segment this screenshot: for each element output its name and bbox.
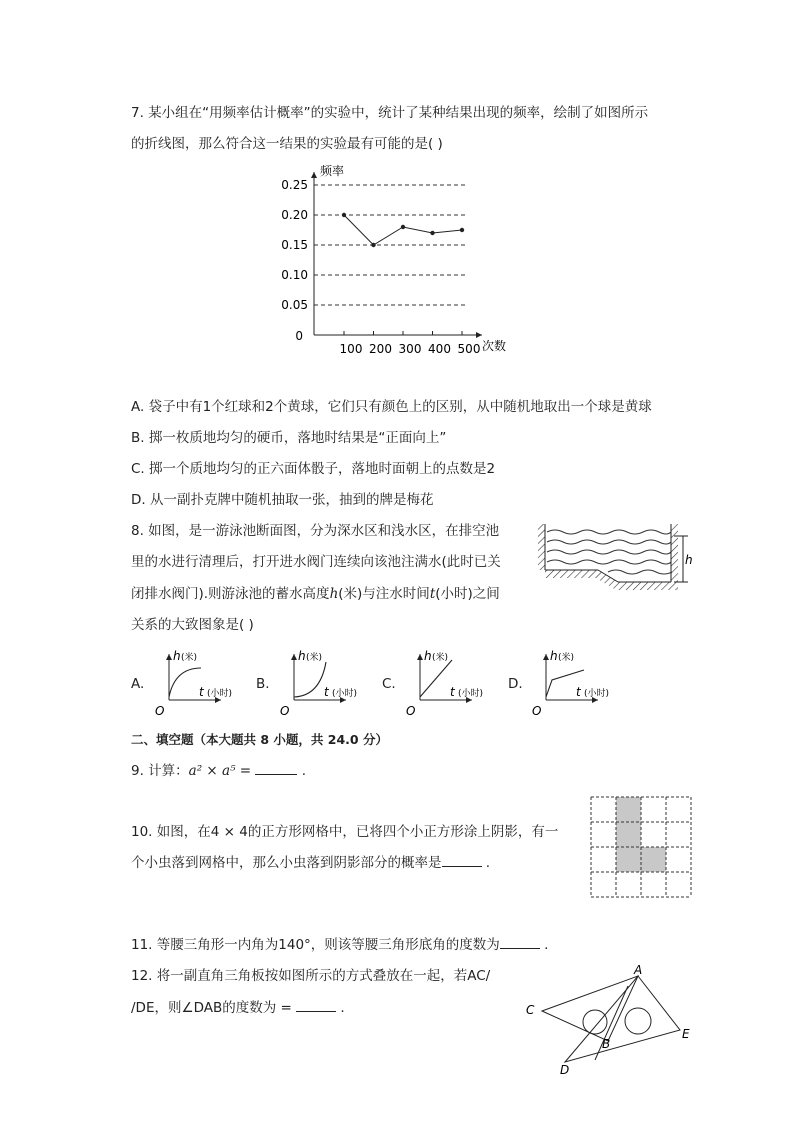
y-tick-label: 0.15: [281, 238, 308, 252]
q8-option-c[interactable]: [382, 647, 502, 719]
q8-option-d[interactable]: [508, 647, 628, 719]
q8-text-line3: 闭排水阀门).则游泳池的蓄水高度h(米)与注水时间t(小时)之间: [131, 586, 500, 602]
x-unit-label: (小时): [458, 689, 484, 699]
y-unit-label: (米): [306, 653, 323, 663]
x-axis-label: 次数: [482, 339, 507, 353]
data-point: [430, 231, 434, 235]
grid-4x4-figure: [591, 796, 695, 900]
option-graph: [153, 647, 263, 719]
q11-answer-blank[interactable]: [500, 948, 540, 949]
origin-label: 0: [295, 329, 303, 343]
q12-answer-blank[interactable]: [296, 1011, 336, 1012]
option-letter: D.: [508, 676, 523, 692]
data-point: [460, 228, 464, 232]
q8-option-b[interactable]: [256, 647, 376, 719]
q9-answer-blank[interactable]: [255, 774, 297, 775]
frequency-series-line: [344, 215, 462, 245]
data-point: [342, 213, 346, 217]
y-tick-label: 0.20: [281, 208, 308, 222]
x-unit-label: (小时): [332, 689, 358, 699]
y-var-label: h: [298, 649, 306, 663]
point-e-label: E: [682, 1027, 690, 1041]
q12-text-line1: 12. 将一副直角三角板按如图所示的方式叠放在一起，若AC/: [131, 968, 491, 984]
q7-option-b: B. 掷一枚质地均匀的硬币，落地时结果是“正面向上”: [131, 430, 447, 446]
section-title: 二、填空题（本大题共 8 小题，共 24.0 分）: [131, 732, 388, 747]
y-axis-label: 频率: [320, 164, 345, 178]
origin-label: O: [155, 704, 165, 718]
x-var-label: t: [576, 685, 581, 699]
origin-label: O: [280, 704, 290, 718]
y-var-label: h: [424, 649, 432, 663]
y-var-label: h: [550, 649, 558, 663]
option-curve: [169, 668, 201, 697]
point-d-label: D: [560, 1063, 570, 1077]
x-unit-label: (小时): [207, 689, 233, 699]
option-letter: B.: [256, 676, 270, 692]
y-tick-label: 0.10: [281, 268, 308, 282]
y-unit-label: (米): [181, 653, 198, 663]
q7-text-line2: 的折线图，那么符合这一结果的实验最有可能的是( ): [131, 136, 443, 152]
q8-text-line1: 8. 如图，是一游泳池断面图，分为深水区和浅水区，在排空池: [131, 523, 500, 539]
q8-text-line2: 里的水进行清理后，打开进水阀门连续向该池注满水(此时已关: [131, 554, 501, 570]
q9-text: 9. 计算：a² × a⁵ = .: [131, 763, 306, 779]
y-unit-label: (米): [432, 653, 449, 663]
q11-text: 11. 等腰三角形一内角为140°，则该等腰三角形底角的度数为 .: [131, 937, 549, 953]
q7-option-d: D. 从一副扑克牌中随机抽取一张，抽到的牌是梅花: [131, 492, 434, 508]
option-graph: [530, 647, 640, 719]
x-tick-label: 200: [369, 342, 392, 356]
q12-text-line2: /DE，则∠DAB的度数为 = .: [131, 1000, 345, 1016]
origin-label: O: [532, 704, 542, 718]
option-graph: [278, 647, 388, 719]
pool-cross-section-figure: [538, 522, 698, 602]
q8-option-a[interactable]: [131, 647, 251, 719]
q10-text-line2: 个小虫落到网格中，那么小虫落到阴影部分的概率是 .: [131, 855, 491, 871]
x-var-label: t: [450, 685, 455, 699]
q7-text-line1: 7. 某小组在“用频率估计概率”的实验中，统计了某种结果出现的频率，绘制了如图所示: [131, 105, 649, 121]
q10-text-line1: 10. 如图，在4 × 4的正方形网格中，已将四个小正方形涂上阴影，有一: [131, 824, 559, 840]
point-a-label: A: [634, 963, 643, 977]
q8-text-line4: 关系的大致图象是( ): [131, 617, 254, 633]
pool-height-label: h: [685, 553, 693, 567]
x-tick-label: 300: [398, 342, 422, 356]
point-b-label: B: [602, 1037, 611, 1051]
y-tick-label: 0.25: [281, 178, 308, 192]
data-point: [371, 243, 375, 247]
y-tick-label: 0.05: [281, 298, 308, 312]
x-tick-label: 100: [339, 342, 363, 356]
triangle-figure: [520, 964, 700, 1079]
q10-answer-blank[interactable]: [442, 866, 482, 867]
y-unit-label: (米): [558, 653, 575, 663]
point-c-label: C: [526, 1003, 535, 1017]
x-var-label: t: [324, 685, 329, 699]
option-curve: [420, 660, 452, 697]
q7-option-a: A. 袋子中有1个红球和2个黄球，它们只有颜色上的区别，从中随机地取出一个球是黄球: [131, 399, 652, 415]
option-letter: A.: [131, 676, 145, 692]
q7-option-c: C. 掷一个质地均匀的正六面体骰子，落地时面朝上的点数是2: [131, 461, 496, 477]
y-var-label: h: [173, 649, 181, 663]
origin-label: O: [406, 704, 416, 718]
option-graph: [404, 647, 514, 719]
x-unit-label: (小时): [584, 689, 610, 699]
x-tick-label: 400: [428, 342, 451, 356]
option-curve: [294, 662, 326, 697]
option-letter: C.: [382, 676, 396, 692]
x-tick-label: 500: [457, 342, 481, 356]
x-var-label: t: [199, 685, 204, 699]
data-point: [401, 225, 405, 229]
